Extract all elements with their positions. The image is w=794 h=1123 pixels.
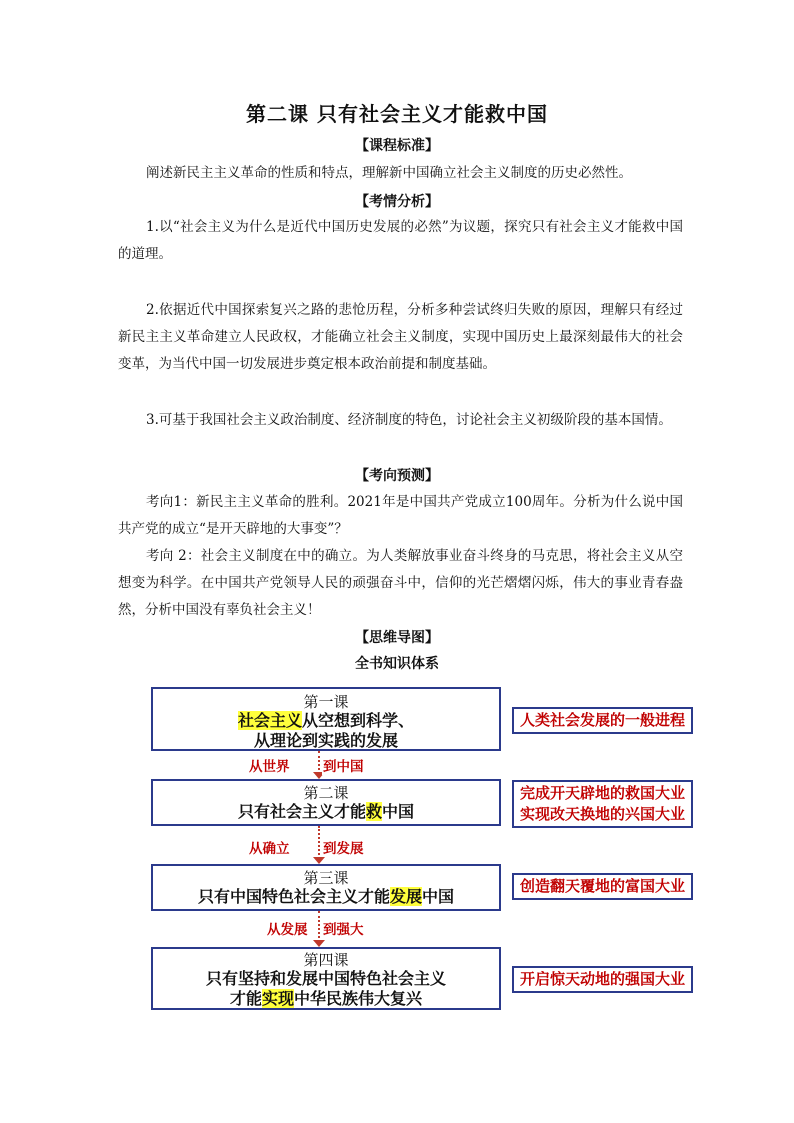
connector-2-arrow-icon	[313, 857, 325, 864]
connector-2-line	[318, 826, 320, 859]
side-note-4	[512, 966, 693, 993]
connector-2-left-label: 从确立	[248, 837, 291, 857]
lesson-2-box	[151, 779, 501, 826]
connector-1-left-label: 从世界	[248, 755, 291, 775]
lesson-1-label: 第一课	[303, 693, 349, 711]
standard-text: 阐述新民主主义革命的性质和特点，理解新中国确立社会主义制度的历史必然性。	[146, 165, 632, 181]
lesson-2-title	[153, 802, 499, 822]
side-note-1	[512, 707, 693, 734]
connector-3-arrow-icon	[313, 940, 325, 947]
lesson-2-title-post: 中国	[382, 802, 415, 821]
lesson-4-title-post: 中华民族伟大复兴	[294, 989, 423, 1008]
lesson-3-label: 第三课	[303, 869, 349, 887]
side-note-3-line-1: 创造翻天覆地的富国大业	[520, 877, 686, 895]
lesson-4-highlight: 实现	[261, 989, 294, 1008]
forecast-item-2: 考向 2：社会主义制度在中的确立。为人类解放事业奋斗终身的马克思，将社会主义从空想变为科学。在中国共产党领导人民的顽强奋斗中，信仰的光芒熠熠闪烁，伟大的事业青春盎然，分析中国没有辜负社会主义！	[118, 548, 683, 618]
connector-2-right-label: 到发展	[322, 837, 365, 857]
lesson-2-label: 第二课	[303, 784, 349, 802]
standard-header: 【课程标准】	[355, 138, 439, 154]
side-note-2	[512, 780, 693, 828]
connector-1-right-label: 到中国	[322, 755, 365, 775]
analysis-item-1: 1.以“社会主义为什么是近代中国历史发展的必然”为议题，探究只有社会主义才能救中国的道理。	[118, 219, 683, 262]
side-note-1-line-1: 人类社会发展的一般进程	[520, 711, 686, 729]
lesson-3-title-pre: 只有中国特色社会主义才能	[197, 887, 390, 906]
lesson-1-title-line-1	[153, 711, 499, 731]
lesson-2-highlight: 救	[365, 802, 382, 821]
side-note-2-line-1: 完成开天辟地的救国大业	[520, 784, 686, 802]
analysis-header: 【考情分析】	[355, 194, 439, 210]
analysis-item-2: 2.依据近代中国探索复兴之路的悲怆历程，分析多种尝试终归失败的原因，理解只有经过新民主主义革命建立人民政权，才能确立社会主义制度，实现中国历史上最深刻最伟大的社会变革，为当代中国一切发展进步奠定根本政治前提和制度基础。	[118, 302, 683, 372]
lesson-1-box	[151, 687, 501, 751]
analysis-item-3: 3.可基于我国社会主义政治制度、经济制度的特色，讨论社会主义初级阶段的基本国情。	[146, 412, 672, 428]
mindmap-header: 【思维导图】	[355, 630, 439, 646]
forecast-item-1: 考向1：新民主主义革命的胜利。2021年是中国共产党成立100周年。分析为什么说中国共产党的成立“是开天辟地的大事变”？	[118, 494, 683, 537]
lesson-4-title-line-1: 只有坚持和发展中国特色社会主义	[205, 969, 446, 988]
lesson-3-highlight: 发展	[389, 887, 422, 906]
lesson-1-title-line-2: 从理论到实践的发展	[253, 731, 398, 750]
lesson-4-title-line-2	[153, 989, 499, 1009]
lesson-4-title-pre: 才能	[229, 989, 262, 1008]
lesson-1-highlight: 社会主义	[237, 711, 302, 730]
lesson-2-title-pre: 只有社会主义才能	[237, 802, 366, 821]
lesson-1-title-rest: 从空想到科学、	[302, 711, 415, 730]
connector-3-line	[318, 911, 320, 942]
mindmap-subheader: 全书知识体系	[355, 656, 439, 672]
lesson-4-label: 第四课	[303, 951, 349, 969]
side-note-2-line-2: 实现改天换地的兴国大业	[520, 805, 686, 823]
lesson-3-title	[153, 887, 499, 907]
lesson-3-box	[151, 864, 501, 911]
connector-1-line	[318, 751, 320, 774]
lesson-3-title-post: 中国	[422, 887, 455, 906]
lesson-4-box	[151, 947, 501, 1010]
page-title: 第二课 只有社会主义才能救中国	[246, 102, 548, 126]
connector-3-left-label: 从发展	[266, 918, 309, 938]
side-note-3	[512, 873, 693, 900]
connector-3-right-label: 到强大	[322, 918, 365, 938]
side-note-4-line-1: 开启惊天动地的强国大业	[520, 970, 686, 988]
forecast-header: 【考向预测】	[355, 468, 439, 484]
